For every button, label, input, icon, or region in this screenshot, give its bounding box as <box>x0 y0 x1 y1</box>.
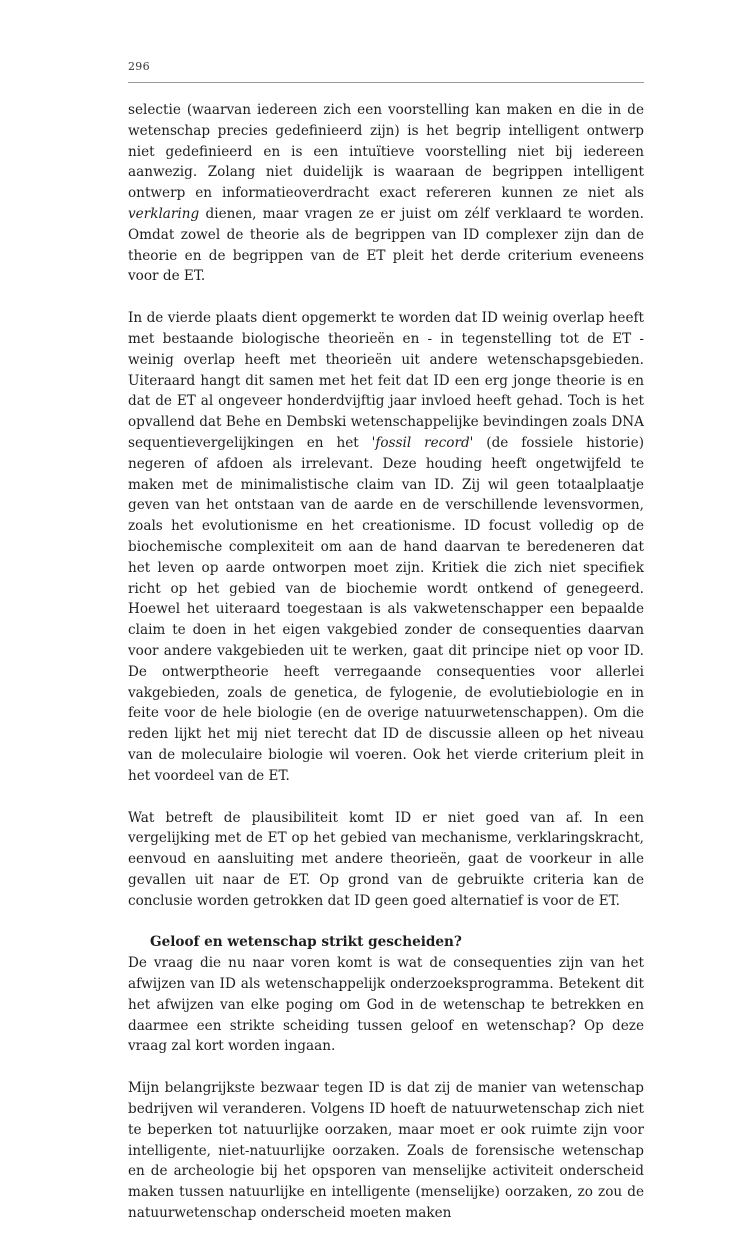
paragraph-2-text-b: ' (de fossiele historie) negeren of afdoen als irrelevant. Deze houding heeft ongetwijfeld te maken met de minimalistische claim van ID. Zij wil geen totaalplaatje geven van het ontstaan van de aarde en de verschillende levensvormen, zoals het evolutionisme en het creationisme. ID focust volledig op de biochemische complexiteit om aan de hand daarvan te beredeneren dat het leven op aarde ontworpen moet zijn. Kritiek die zich niet specifiek richt op het gebied van de biochemie wordt ontkend of genegeerd. Hoewel het uiteraard toegestaan is als vakwetenschapper een bepaalde claim te doen in het eigen vakgebied zonder de consequenties daarvan voor andere vakgebieden uit te werken, gaat dit principe niet op voor ID. De ontwerptheorie heeft verregaande consequenties voor allerlei vakgebieden, zoals de genetica, de fylogenie, de evolutiebiologie en in feite voor de hele biologie (en de overige natuurwetenschappen). Om die reden lijkt het mij niet terecht dat ID de discussie alleen op het niveau van de moleculaire biologie wil voeren. Ook het vierde criterium pleit in het voordeel van de ET. <box>128 434 644 784</box>
paragraph-3: Wat betreft de plausibiliteit komt ID er niet goed van af. In een vergelijking met de ET op het gebied van mechanisme, verklaringskracht, eenvoud en aansluiting met andere theorieën, gaat de voorkeur in alle gevallen uit naar de ET. Op grond van de gebruikte criteria kan de conclusie worden getrokken dat ID geen goed alternatief is voor de ET. <box>128 809 644 909</box>
body-text <box>128 100 644 1245</box>
section-heading: Geloof en wetenschap strikt gescheiden? <box>150 934 462 951</box>
paragraph-1-text-a: selectie (waarvan iedereen zich een voorstelling kan maken en die in de wetenschap precies gedefinieerd zijn) is het begrip intelligent ontwerp niet gedefinieerd en is een intuïtieve voorstelling niet bij iedereen aanwezig. Zolang niet duidelijk is waaraan de begrippen intelligent ontwerp en informatieoverdracht exact refereren kunnen ze niet als <box>128 102 644 202</box>
paragraph-2-text-a: In de vierde plaats dient opgemerkt te worden dat ID weinig overlap heeft met bestaande biologische theorieën en - in tegenstelling tot de ET - weinig overlap heeft met theorieën uit andere wetenschapsgebieden. Uiteraard hangt dit samen met het feit dat ID een erg jonge theorie is en dat de ET al ongeveer honderdvijftig jaar invloed heeft gehad. Toch is het opvallend dat Behe en Dembski wetenschappelijke bevindingen zoals DNA sequentievergelijkingen en het ' <box>128 310 644 451</box>
page-header <box>128 52 644 83</box>
paragraph-1 <box>128 100 644 287</box>
section-paragraph-1: De vraag die nu naar voren komt is wat de consequenties zijn van het afwijzen van ID als wetenschappelijk onderzoeksprogramma. Betekent dit het afwijzen van elke poging om God in de wetenschap te betrekken en daarmee een strikte scheiding tussen geloof en wetenschap? Op deze vraag zal kort worden ingaan. <box>128 955 644 1055</box>
section-paragraph-2: Mijn belangrijkste bezwaar tegen ID is dat zij de manier van wetenschap bedrijven wil veranderen. Volgens ID hoeft de natuurwetenschap zich niet te beperken tot natuurlijke oorzaken, maar moet er ook ruimte zijn voor intelligente, niet-natuurlijke oorzaken. Zoals de forensische wetenschap en de archeologie bij het opsporen van menselijke activiteit onderscheid maken tussen natuurlijke en intelligente (menselijke) oorzaken, zo zou de natuurwetenschap onderscheid moeten maken <box>128 1080 644 1222</box>
paragraph-1-italic: verklaring <box>128 205 200 222</box>
page-number: 296 <box>128 60 150 73</box>
paragraph-1-text-b: dienen, maar vragen ze er juist om zélf verklaard te worden. Omdat zowel de theorie als de begrippen van ID complexer zijn dan de theorie en de begrippen van de ET pleit het derde criterium eveneens voor de ET. <box>128 205 644 285</box>
paragraph-2-italic: fossil record <box>375 434 470 451</box>
paragraph-2 <box>128 308 644 786</box>
